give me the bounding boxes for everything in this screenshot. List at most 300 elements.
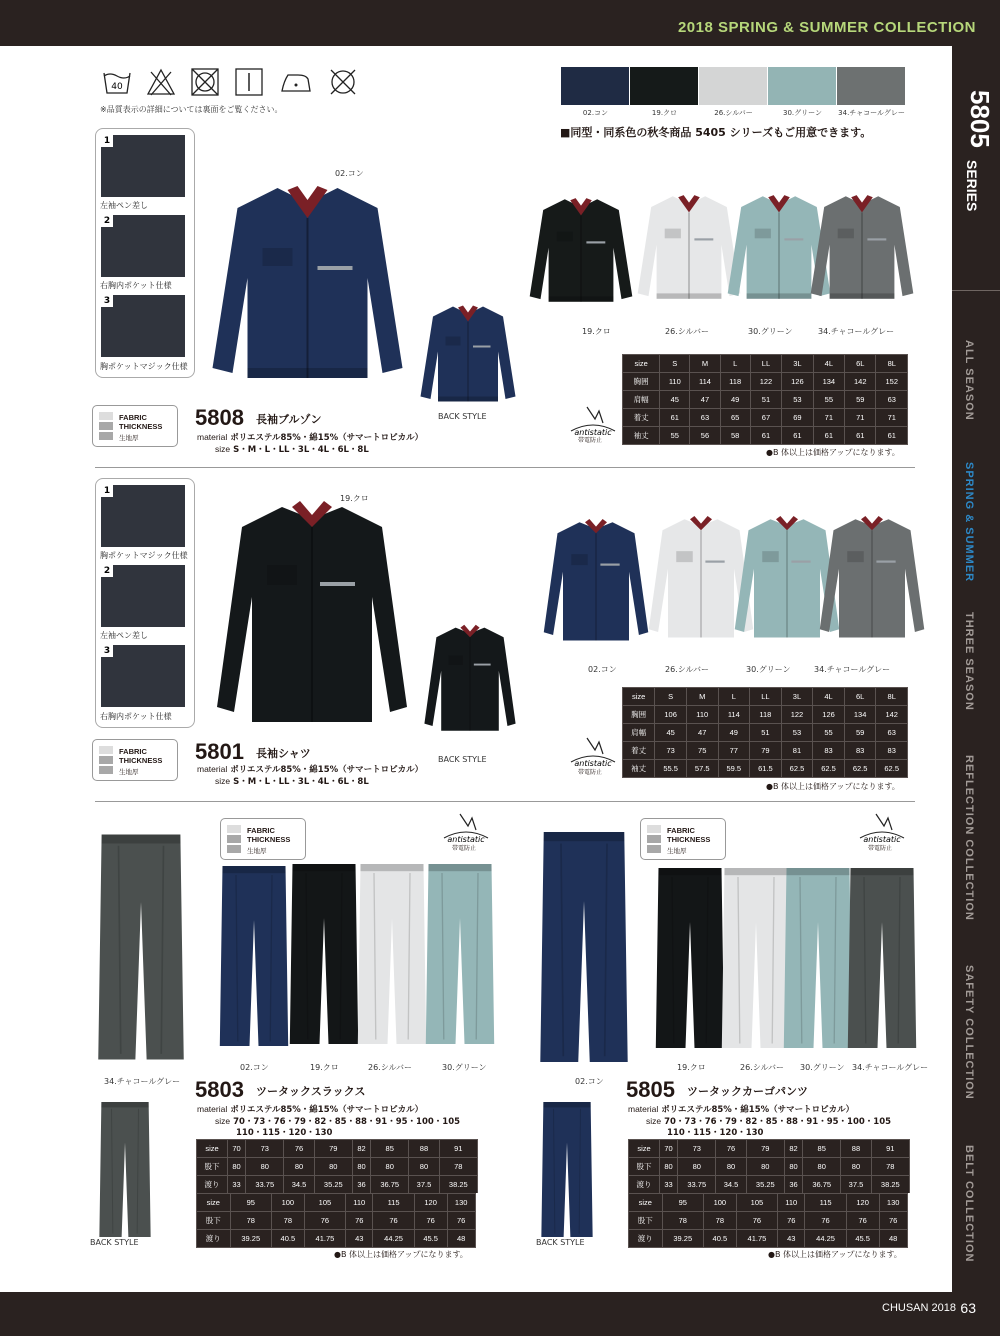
table-cell: 36 xyxy=(784,1176,802,1194)
table-cell: 83 xyxy=(844,742,876,760)
table-header-cell: LL xyxy=(750,688,782,706)
sidebar-item-belt[interactable]: BELT COLLECTION xyxy=(963,1145,975,1263)
shirt-5801-back xyxy=(422,612,518,744)
table-row xyxy=(197,1194,478,1212)
table-cell: 48 xyxy=(447,1230,475,1248)
shirt-5801-navy xyxy=(541,500,651,660)
fabric-line1: FABRIC xyxy=(119,413,147,422)
table-cell: 47 xyxy=(686,724,718,742)
variant-label: 26.シルバー xyxy=(665,327,709,336)
detail-photo xyxy=(101,645,185,707)
table-cell: 肩幅 xyxy=(623,724,655,742)
table-cell: 44.25 xyxy=(805,1230,846,1248)
table-cell: 渡り xyxy=(629,1230,663,1248)
table-row xyxy=(629,1176,910,1194)
table-header-cell: 88 xyxy=(409,1140,439,1158)
main-color-label: 02.コン xyxy=(335,169,364,178)
size-value: S・M・L・LL・3L・4L・6L・8L xyxy=(233,445,369,455)
variant-label: 26.シルバー xyxy=(740,1063,784,1072)
variant-label: 26.シルバー xyxy=(368,1063,412,1072)
table-row xyxy=(197,1140,478,1158)
table-cell: 61 xyxy=(750,427,781,445)
table-header-cell: size xyxy=(629,1194,663,1212)
table-cell: 61 xyxy=(660,409,690,427)
table-header-cell: 8L xyxy=(876,355,908,373)
table-cell: 80 xyxy=(803,1158,841,1176)
sidebar-item-spring-summer[interactable]: SPRING & SUMMER xyxy=(963,462,975,583)
table-header-cell: 82 xyxy=(784,1140,802,1158)
table-header-cell: S xyxy=(655,688,687,706)
table-cell: 118 xyxy=(720,373,750,391)
table-cell: 55 xyxy=(813,724,845,742)
variant-label: 26.シルバー xyxy=(665,665,709,674)
table-cell: 76 xyxy=(805,1212,846,1230)
table-header-cell: 105 xyxy=(304,1194,345,1212)
pants-5803-back xyxy=(96,1102,154,1237)
table-row xyxy=(629,1230,910,1248)
table-cell: 渡り xyxy=(197,1230,231,1248)
table-header-cell: 115 xyxy=(805,1194,846,1212)
table-header-cell: 110 xyxy=(346,1194,373,1212)
section-divider xyxy=(95,801,915,802)
back-style-label: BACK STYLE xyxy=(90,1238,139,1247)
table-row xyxy=(629,1140,910,1158)
table-cell: 45 xyxy=(660,391,690,409)
table-cell: 118 xyxy=(750,706,782,724)
pants-5803-main xyxy=(96,826,186,1068)
fabric-thickness-badge xyxy=(92,405,178,447)
table-header-cell: size xyxy=(197,1140,228,1158)
table-header-cell: 105 xyxy=(736,1194,777,1212)
table-row xyxy=(623,391,908,409)
color-swatches xyxy=(561,67,906,105)
fabric-line2: THICKNESS xyxy=(119,756,163,765)
table-cell: 41.75 xyxy=(304,1230,345,1248)
size-value: 70・73・76・79・82・85・88・91・95・100・105 xyxy=(233,1117,461,1127)
size-table-5801 xyxy=(622,687,908,778)
table-cell: 80 xyxy=(660,1158,678,1176)
table-row xyxy=(197,1158,478,1176)
pants-5803-green xyxy=(424,856,496,1052)
antistatic-sub: 帯電防止 xyxy=(452,845,477,852)
table-cell: 55.5 xyxy=(655,760,687,778)
table-header-cell: S xyxy=(660,355,690,373)
table-cell: 62.5 xyxy=(876,760,908,778)
detail-number: 3 xyxy=(101,645,113,657)
table-cell: 80 xyxy=(314,1158,352,1176)
pants-5805-main xyxy=(538,826,630,1068)
table-empty-cell xyxy=(475,1212,477,1230)
material-value: ポリエステル85%・綿15%（サマートロピカル） xyxy=(230,765,424,775)
table-cell: 33 xyxy=(660,1176,678,1194)
no-dry-clean-icon xyxy=(328,67,358,97)
detail-photo xyxy=(101,215,185,277)
detail-photo xyxy=(101,565,185,627)
table-cell: 58 xyxy=(720,427,750,445)
table-cell: 53 xyxy=(782,391,813,409)
pants-5805-black xyxy=(654,860,726,1056)
table-header-cell: 91 xyxy=(871,1140,909,1158)
table-header-cell: 3L xyxy=(782,355,813,373)
size-line xyxy=(215,443,369,455)
variant-label: 19.クロ xyxy=(310,1063,339,1072)
table-cell: 33.75 xyxy=(678,1176,716,1194)
price-note: ●B 体以上は価格アップになります。 xyxy=(768,1250,902,1259)
table-cell: 80 xyxy=(352,1158,370,1176)
table-header-cell: L xyxy=(718,688,750,706)
table-cell: 122 xyxy=(781,706,813,724)
main-color-label: 19.クロ xyxy=(340,494,369,503)
table-cell: 63 xyxy=(690,409,720,427)
sidebar-item-three-season[interactable]: THREE SEASON xyxy=(963,612,975,711)
table-cell: 40.5 xyxy=(271,1230,304,1248)
table-cell: 75 xyxy=(686,742,718,760)
model-name: 長袖シャツ xyxy=(256,747,311,760)
shirt-5801-front xyxy=(212,497,412,727)
table-cell: 49 xyxy=(718,724,750,742)
table-cell: 35.25 xyxy=(746,1176,784,1194)
table-row xyxy=(623,760,908,778)
table-cell: 38.25 xyxy=(871,1176,909,1194)
table-cell: 62.5 xyxy=(781,760,813,778)
table-cell: 61 xyxy=(813,427,844,445)
fabric-line1: FABRIC xyxy=(667,826,695,835)
table-cell: 83 xyxy=(876,742,908,760)
table-cell: 78 xyxy=(871,1158,909,1176)
table-cell: 59 xyxy=(844,724,876,742)
table-cell: 78 xyxy=(439,1158,477,1176)
table-header-cell: 76 xyxy=(284,1140,314,1158)
table-cell: 41.75 xyxy=(736,1230,777,1248)
table-header-cell: M xyxy=(690,355,720,373)
jacket-5808-black xyxy=(527,178,635,323)
variant-label: 34.チャコールグレー xyxy=(852,1063,929,1072)
footer-brand: CHUSAN 2018 xyxy=(882,1302,956,1314)
detail-photo xyxy=(101,485,185,547)
table-cell: 47 xyxy=(690,391,720,409)
swatch-label: 19.クロ xyxy=(651,109,678,117)
table-cell: 110 xyxy=(686,706,718,724)
fabric-line1: FABRIC xyxy=(247,826,275,835)
detail-photo xyxy=(101,295,185,357)
table-cell: 78 xyxy=(703,1212,736,1230)
pants-5803-silver xyxy=(356,856,428,1052)
detail-caption: 右胸内ポケット仕様 xyxy=(100,281,172,290)
table-cell: 83 xyxy=(813,742,845,760)
table-empty-cell xyxy=(907,1212,909,1230)
table-cell: 43 xyxy=(778,1230,805,1248)
table-cell: 61 xyxy=(782,427,813,445)
swatch-label: 26.シルバー xyxy=(714,109,753,117)
variant-label: 30.グリーン xyxy=(746,665,791,674)
table-cell: 36.75 xyxy=(371,1176,409,1194)
fabric-thickness-badge xyxy=(640,818,726,860)
table-header-cell: 95 xyxy=(230,1194,271,1212)
table-header-cell: size xyxy=(623,688,655,706)
table-cell: 71 xyxy=(876,409,908,427)
table-cell: 61 xyxy=(876,427,908,445)
antistatic-logo: antistatic xyxy=(574,428,612,437)
model-code: 5808 xyxy=(195,405,244,430)
antistatic-sub: 帯電防止 xyxy=(578,769,603,776)
care-note: ※品質表示の詳細については裏面をご覧ください。 xyxy=(100,105,283,114)
size-label: size xyxy=(646,1116,662,1126)
table-cell: 122 xyxy=(750,373,781,391)
table-header-cell: 70 xyxy=(660,1140,678,1158)
table-header-cell: 95 xyxy=(662,1194,703,1212)
swatch-navy xyxy=(561,67,630,105)
table-header-cell: 91 xyxy=(439,1140,477,1158)
table-cell: 35.25 xyxy=(314,1176,352,1194)
table-cell: 78 xyxy=(271,1212,304,1230)
table-header-cell: 79 xyxy=(746,1140,784,1158)
fabric-thickness-icon xyxy=(647,825,661,853)
table-cell: 袖丈 xyxy=(623,427,660,445)
table-cell: 71 xyxy=(845,409,876,427)
fabric-sub: 生地厚 xyxy=(667,847,687,855)
shirt-5801-charcoal xyxy=(817,497,927,657)
table-cell: 55 xyxy=(813,391,844,409)
table-cell: 45 xyxy=(655,724,687,742)
table-row xyxy=(623,373,908,391)
table-cell: 62.5 xyxy=(813,760,845,778)
variant-label: 30.グリーン xyxy=(748,327,793,336)
variant-label: 34.チャコールグレー xyxy=(814,665,891,674)
fabric-sub: 生地厚 xyxy=(119,434,139,442)
table-cell: 44.25 xyxy=(373,1230,414,1248)
table-empty-cell xyxy=(907,1230,909,1248)
table-header-cell: 85 xyxy=(803,1140,841,1158)
series-note: ■同型・同系色の秋冬商品 5405 シリーズもご用意できます。 xyxy=(560,126,872,139)
table-cell: 51 xyxy=(750,391,781,409)
table-cell: 80 xyxy=(784,1158,802,1176)
fabric-thickness-icon xyxy=(99,412,113,440)
table-cell: 45.5 xyxy=(414,1230,447,1248)
table-empty-cell xyxy=(475,1230,477,1248)
table-cell: 76 xyxy=(879,1212,907,1230)
variant-label: 30.グリーン xyxy=(800,1063,845,1072)
table-cell: 78 xyxy=(230,1212,271,1230)
table-empty-cell xyxy=(907,1194,909,1212)
variant-label: 19.クロ xyxy=(582,327,611,336)
variant-label: 30.グリーン xyxy=(442,1063,487,1072)
table-cell: 33.75 xyxy=(246,1176,284,1194)
table-row xyxy=(623,742,908,760)
jacket-5808-charcoal xyxy=(808,175,916,320)
detail-caption: 胸ポケットマジック仕様 xyxy=(100,551,188,560)
fabric-sub: 生地厚 xyxy=(119,768,139,776)
size-label: size xyxy=(215,776,231,786)
table-header-cell: 100 xyxy=(703,1194,736,1212)
table-cell: 43 xyxy=(346,1230,373,1248)
fabric-line1: FABRIC xyxy=(119,747,147,756)
table-header-cell: 120 xyxy=(846,1194,879,1212)
model-code: 5801 xyxy=(195,739,244,764)
table-cell: 股下 xyxy=(197,1212,231,1230)
sidebar-item-safety[interactable]: SAFETY COLLECTION xyxy=(963,965,975,1100)
table-cell: 76 xyxy=(846,1212,879,1230)
table-cell: 134 xyxy=(813,373,844,391)
size-label: size xyxy=(215,444,231,454)
price-note: ●B 体以上は価格アップになります。 xyxy=(334,1250,468,1259)
detail-caption: 胸ポケットマジック仕様 xyxy=(100,362,188,371)
size-line-2: 110・115・120・130 xyxy=(667,1128,764,1138)
table-cell: 38.25 xyxy=(439,1176,477,1194)
iron-icon xyxy=(278,67,314,97)
detail-number: 2 xyxy=(101,565,113,577)
table-cell: 40.5 xyxy=(703,1230,736,1248)
swatch-black xyxy=(630,67,699,105)
fabric-line2: THICKNESS xyxy=(247,835,291,844)
size-line xyxy=(215,775,369,787)
size-table-5805-a xyxy=(628,1139,910,1194)
back-style-label: BACK STYLE xyxy=(536,1238,585,1247)
pants-5805-charcoal xyxy=(846,860,918,1056)
table-cell: 76 xyxy=(736,1212,777,1230)
table-cell: 81 xyxy=(781,742,813,760)
table-cell: 76 xyxy=(447,1212,475,1230)
table-header-cell: 120 xyxy=(414,1194,447,1212)
line-dry-icon xyxy=(234,67,264,97)
swatch-label: 30.グリーン xyxy=(783,109,822,117)
table-header-cell: size xyxy=(197,1194,231,1212)
swatch-label: 34.チャコールグレー xyxy=(838,109,905,117)
antistatic-logo: antistatic xyxy=(447,835,485,844)
sidebar-item-reflection[interactable]: REFLECTION COLLECTION xyxy=(963,755,975,921)
table-cell: 胸囲 xyxy=(623,373,660,391)
detail-callout-5801 xyxy=(95,478,195,728)
pants-5803-black xyxy=(288,856,360,1052)
table-cell: 142 xyxy=(876,706,908,724)
material-label: material xyxy=(197,432,228,442)
table-cell: 126 xyxy=(782,373,813,391)
sidebar-series xyxy=(950,90,998,290)
table-cell: 33 xyxy=(228,1176,246,1194)
table-cell: 80 xyxy=(678,1158,716,1176)
detail-callout-5808 xyxy=(95,128,195,378)
table-cell: 71 xyxy=(813,409,844,427)
table-header-cell: 76 xyxy=(716,1140,746,1158)
table-row xyxy=(623,688,908,706)
table-header-cell: 130 xyxy=(879,1194,907,1212)
detail-caption: 左袖ペン差し xyxy=(100,201,148,210)
table-header-cell: 4L xyxy=(813,688,845,706)
price-note: ●B 体以上は価格アップになります。 xyxy=(766,448,900,457)
table-cell: 55 xyxy=(660,427,690,445)
table-cell: 肩幅 xyxy=(623,391,660,409)
material-label: material xyxy=(197,1104,228,1114)
table-cell: 110 xyxy=(660,373,690,391)
table-cell: 106 xyxy=(655,706,687,724)
table-header-cell: 6L xyxy=(844,688,876,706)
fabric-thickness-badge xyxy=(92,739,178,781)
no-tumble-dry-icon xyxy=(190,67,220,97)
table-cell: 34.5 xyxy=(284,1176,314,1194)
fabric-sub: 生地厚 xyxy=(247,847,267,855)
sidebar-item-all-season[interactable]: ALL SEASON xyxy=(963,340,975,421)
sidebar-divider xyxy=(952,290,1000,291)
material-label: material xyxy=(628,1104,659,1114)
table-cell: 着丈 xyxy=(623,409,660,427)
variant-label: 19.クロ xyxy=(677,1063,706,1072)
material-value: ポリエステル85%・綿15%（サマートロピカル） xyxy=(230,433,424,443)
table-header-cell: 70 xyxy=(228,1140,246,1158)
table-cell: 76 xyxy=(373,1212,414,1230)
detail-number: 2 xyxy=(101,215,113,227)
size-line-2: 110・115・120・130 xyxy=(236,1128,333,1138)
table-cell: 59.5 xyxy=(718,760,750,778)
table-row xyxy=(623,706,908,724)
table-header-cell: 8L xyxy=(876,688,908,706)
model-name: 長袖ブルゾン xyxy=(256,413,322,426)
model-name: ツータックスラックス xyxy=(256,1085,366,1098)
fabric-line2: THICKNESS xyxy=(119,422,163,431)
detail-caption: 右胸内ポケット仕様 xyxy=(100,712,172,721)
material-line xyxy=(628,1103,854,1115)
price-note: ●B 体以上は価格アップになります。 xyxy=(766,782,900,791)
size-table-5808 xyxy=(622,354,908,445)
table-cell: 76 xyxy=(414,1212,447,1230)
care-icons xyxy=(102,67,358,99)
table-cell: 126 xyxy=(813,706,845,724)
table-cell: 39.25 xyxy=(662,1230,703,1248)
table-cell: 65 xyxy=(720,409,750,427)
table-cell: 69 xyxy=(782,409,813,427)
size-table-5803-b xyxy=(196,1193,478,1248)
table-cell: 80 xyxy=(228,1158,246,1176)
table-cell: 袖丈 xyxy=(623,760,655,778)
table-header-cell: 73 xyxy=(246,1140,284,1158)
swatch-green xyxy=(768,67,837,105)
fabric-thickness-icon xyxy=(227,825,241,853)
swatch-label: 02.コン xyxy=(582,109,609,117)
table-empty-cell xyxy=(475,1194,477,1212)
table-header-cell: 110 xyxy=(778,1194,805,1212)
size-table-5803-a xyxy=(196,1139,478,1194)
table-row xyxy=(623,724,908,742)
detail-number: 1 xyxy=(101,135,113,147)
main-color-label: 02.コン xyxy=(575,1077,604,1086)
sidebar-series-word: SERIES xyxy=(964,160,980,212)
table-cell: 80 xyxy=(716,1158,746,1176)
table-cell: 76 xyxy=(346,1212,373,1230)
detail-caption: 左袖ペン差し xyxy=(100,631,148,640)
table-row xyxy=(197,1212,478,1230)
table-header-cell: 6L xyxy=(845,355,876,373)
table-cell: 59 xyxy=(845,391,876,409)
table-row xyxy=(629,1194,910,1212)
table-cell: 67 xyxy=(750,409,781,427)
model-name: ツータックカーゴパンツ xyxy=(687,1085,808,1098)
table-header-cell: 88 xyxy=(841,1140,871,1158)
table-cell: 49 xyxy=(720,391,750,409)
table-cell: 78 xyxy=(662,1212,703,1230)
table-cell: 61 xyxy=(845,427,876,445)
table-cell: 80 xyxy=(246,1158,284,1176)
table-header-cell: size xyxy=(623,355,660,373)
section-divider xyxy=(95,467,915,468)
jacket-5808-front xyxy=(205,178,410,388)
swatch-labels xyxy=(561,108,906,118)
detail-number: 3 xyxy=(101,295,113,307)
jacket-5808-back xyxy=(418,300,518,408)
back-style-label: BACK STYLE xyxy=(438,755,487,764)
table-cell: 73 xyxy=(655,742,687,760)
table-cell: 53 xyxy=(781,724,813,742)
table-cell: 渡り xyxy=(197,1176,228,1194)
table-cell: 77 xyxy=(718,742,750,760)
size-label: size xyxy=(215,1116,231,1126)
